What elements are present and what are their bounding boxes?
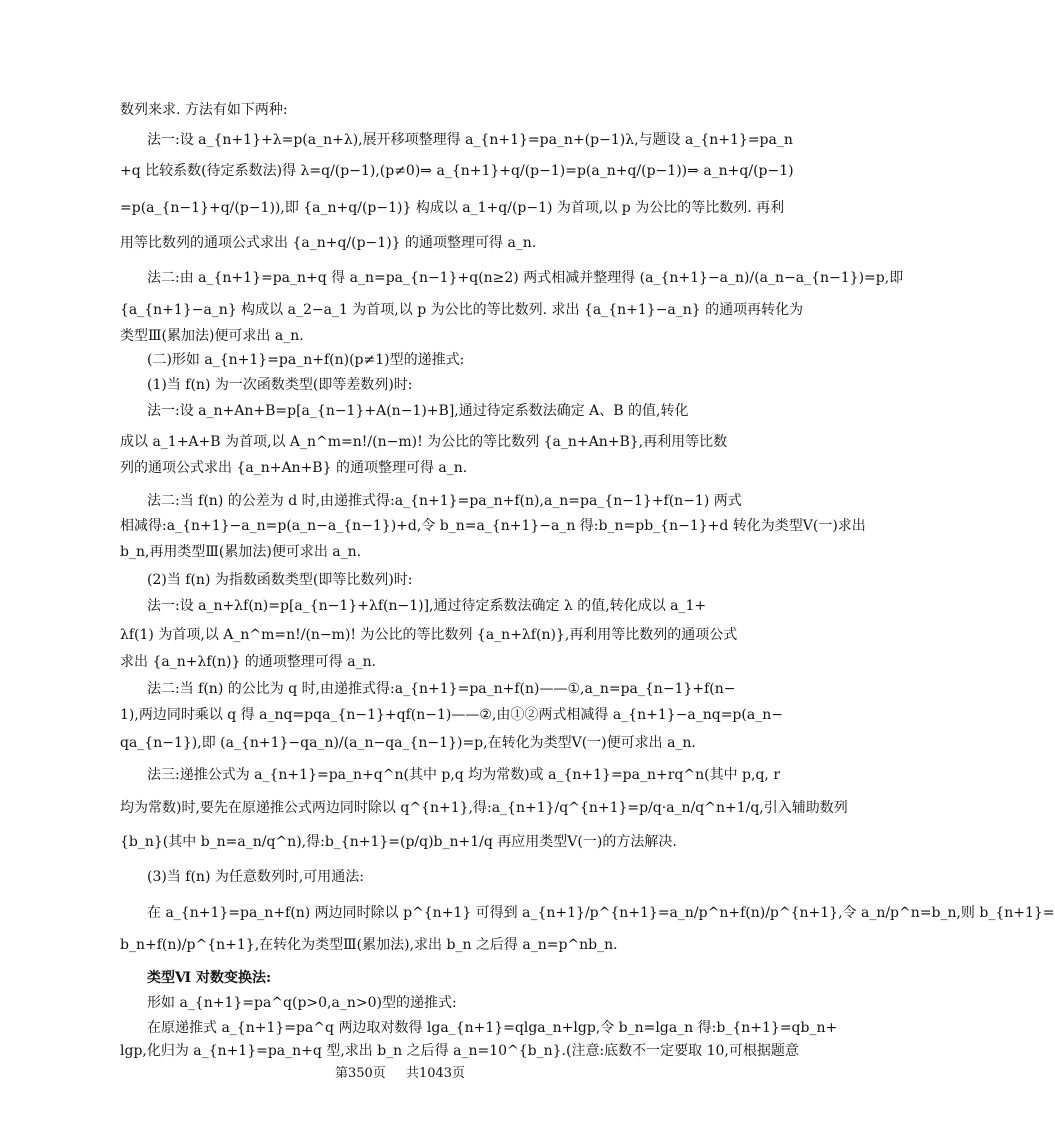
- text-line: 1),两边同时乘以 q 得 a_nq=pqa_{n−1}+qf(n−1)——②,由①②两式相减得 a_{n+1}−a_nq=p(a_n−: [120, 707, 783, 723]
- text-line: b_n+f(n)/p^{n+1},在转化为类型Ⅲ(累加法),求出 b_n 之后得 a_n=p^nb_n.: [120, 937, 618, 953]
- text-line: 成以 a_1+A+B 为首项,以 A_n^m=n!/(n−m)! 为公比的等比数列 {a_n+An+B},再利用等比数: [120, 434, 728, 450]
- text-line: 求出 {a_n+λf(n)} 的通项整理可得 a_n.: [120, 654, 377, 670]
- text-line: 法二:当 f(n) 的公差为 d 时,由递推式得:a_{n+1}=pa_n+f(n),a_n=pa_{n−1}+f(n−1) 两式: [147, 493, 742, 509]
- text-line: (二)形如 a_{n+1}=pa_n+f(n)(p≠1)型的递推式:: [147, 352, 465, 368]
- text-line: 相减得:a_{n+1}−a_n=p(a_n−a_{n−1})+d,令 b_n=a_{n+1}−a_n 得:b_n=pb_{n−1}+d 转化为类型Ⅴ(一)求出: [120, 518, 866, 534]
- text-line: =p(a_{n−1}+q/(p−1)),即 {a_n+q/(p−1)} 构成以 a_1+q/(p−1) 为首项,以 p 为公比的等比数列. 再利: [120, 200, 785, 216]
- text-line: 法一:设 a_n+λf(n)=p[a_{n−1}+λf(n−1)],通过待定系数法确定 λ 的值,转化成以 a_1+: [147, 598, 707, 614]
- text-line: qa_{n−1}),即 (a_{n+1}−qa_n)/(a_n−qa_{n−1})=p,在转化为类型Ⅴ(一)便可求出 a_n.: [120, 735, 696, 751]
- text-line: 列的通项公式求出 {a_n+An+B} 的通项整理可得 a_n.: [120, 460, 468, 476]
- section-heading: 类型Ⅵ 对数变换法:: [147, 970, 272, 986]
- text-line: 类型Ⅲ(累加法)便可求出 a_n.: [120, 328, 304, 344]
- text-line: λf(1) 为首项,以 A_n^m=n!/(n−m)! 为公比的等比数列 {a_n+λf(n)},再利用等比数列的通项公式: [120, 627, 738, 643]
- text-line: b_n,再用类型Ⅲ(累加法)便可求出 a_n.: [120, 544, 362, 560]
- text-line: 法二:由 a_{n+1}=pa_n+q 得 a_n=pa_{n−1}+q(n≥2) 两式相减并整理得 (a_{n+1}−a_n)/(a_n−a_{n−1})=p,即: [147, 270, 904, 286]
- text-line: (3)当 f(n) 为任意数列时,可用通法:: [147, 869, 365, 885]
- text-line: 均为常数)时,要先在原递推公式两边同时除以 q^{n+1},得:a_{n+1}/q^{n+1}=p/q·a_n/q^n+1/q,引入辅助数列: [120, 800, 848, 816]
- text-line: {b_n}(其中 b_n=a_n/q^n),得:b_{n+1}=(p/q)b_n+1/q 再应用类型Ⅴ(一)的方法解决.: [120, 834, 677, 850]
- text-line: +q 比较系数(待定系数法)得 λ=q/(p−1),(p≠0)⇒ a_{n+1}+q/(p−1)=p(a_n+q/(p−1))⇒ a_n+q/(p−1): [120, 163, 794, 179]
- text-line: 在 a_{n+1}=pa_n+f(n) 两边同时除以 p^{n+1} 可得到 a_{n+1}/p^{n+1}=a_n/p^n+f(n)/p^{n+1},令 a_n/p^n=b_n,则 b_{n+1}=: [147, 905, 1055, 921]
- text-line: 法一:设 a_{n+1}+λ=p(a_n+λ),展开移项整理得 a_{n+1}=pa_n+(p−1)λ,与题设 a_{n+1}=pa_n: [147, 132, 793, 148]
- text-line: 法一:设 a_n+An+B=p[a_{n−1}+A(n−1)+B],通过待定系数法确定 A、B 的值,转化: [147, 403, 689, 419]
- text-line: lgp,化归为 a_{n+1}=pa_n+q 型,求出 b_n 之后得 a_n=10^{b_n}.(注意:底数不一定要取 10,可根据题意: [120, 1043, 799, 1059]
- text-line: 法二:当 f(n) 的公比为 q 时,由递推式得:a_{n+1}=pa_n+f(n)——①,a_n=pa_{n−1}+f(n−: [147, 681, 736, 697]
- text-line: 法三:递推公式为 a_{n+1}=pa_n+q^n(其中 p,q 均为常数)或 a_{n+1}=pa_n+rq^n(其中 p,q, r: [147, 767, 781, 783]
- page-total: 共1043页: [405, 1066, 466, 1081]
- text-line: 在原递推式 a_{n+1}=pa^q 两边取对数得 lga_{n+1}=qlga_n+lgp,令 b_n=lga_n 得:b_{n+1}=qb_n+: [147, 1020, 838, 1036]
- page-number: 第350页: [334, 1066, 386, 1081]
- text-line: 数列来求. 方法有如下两种:: [120, 102, 288, 118]
- text-line: 用等比数列的通项公式求出 {a_n+q/(p−1)} 的通项整理可得 a_n.: [120, 235, 537, 251]
- page-footer: [0, 1062, 800, 1081]
- text-line: 形如 a_{n+1}=pa^q(p>0,a_n>0)型的递推式:: [147, 995, 457, 1011]
- text-line: {a_{n+1}−a_n} 构成以 a_2−a_1 为首项,以 p 为公比的等比数列. 求出 {a_{n+1}−a_n} 的通项再转化为: [120, 302, 804, 318]
- text-line: (1)当 f(n) 为一次函数类型(即等差数列)时:: [147, 377, 413, 393]
- text-line: (2)当 f(n) 为指数函数类型(即等比数列)时:: [147, 572, 413, 588]
